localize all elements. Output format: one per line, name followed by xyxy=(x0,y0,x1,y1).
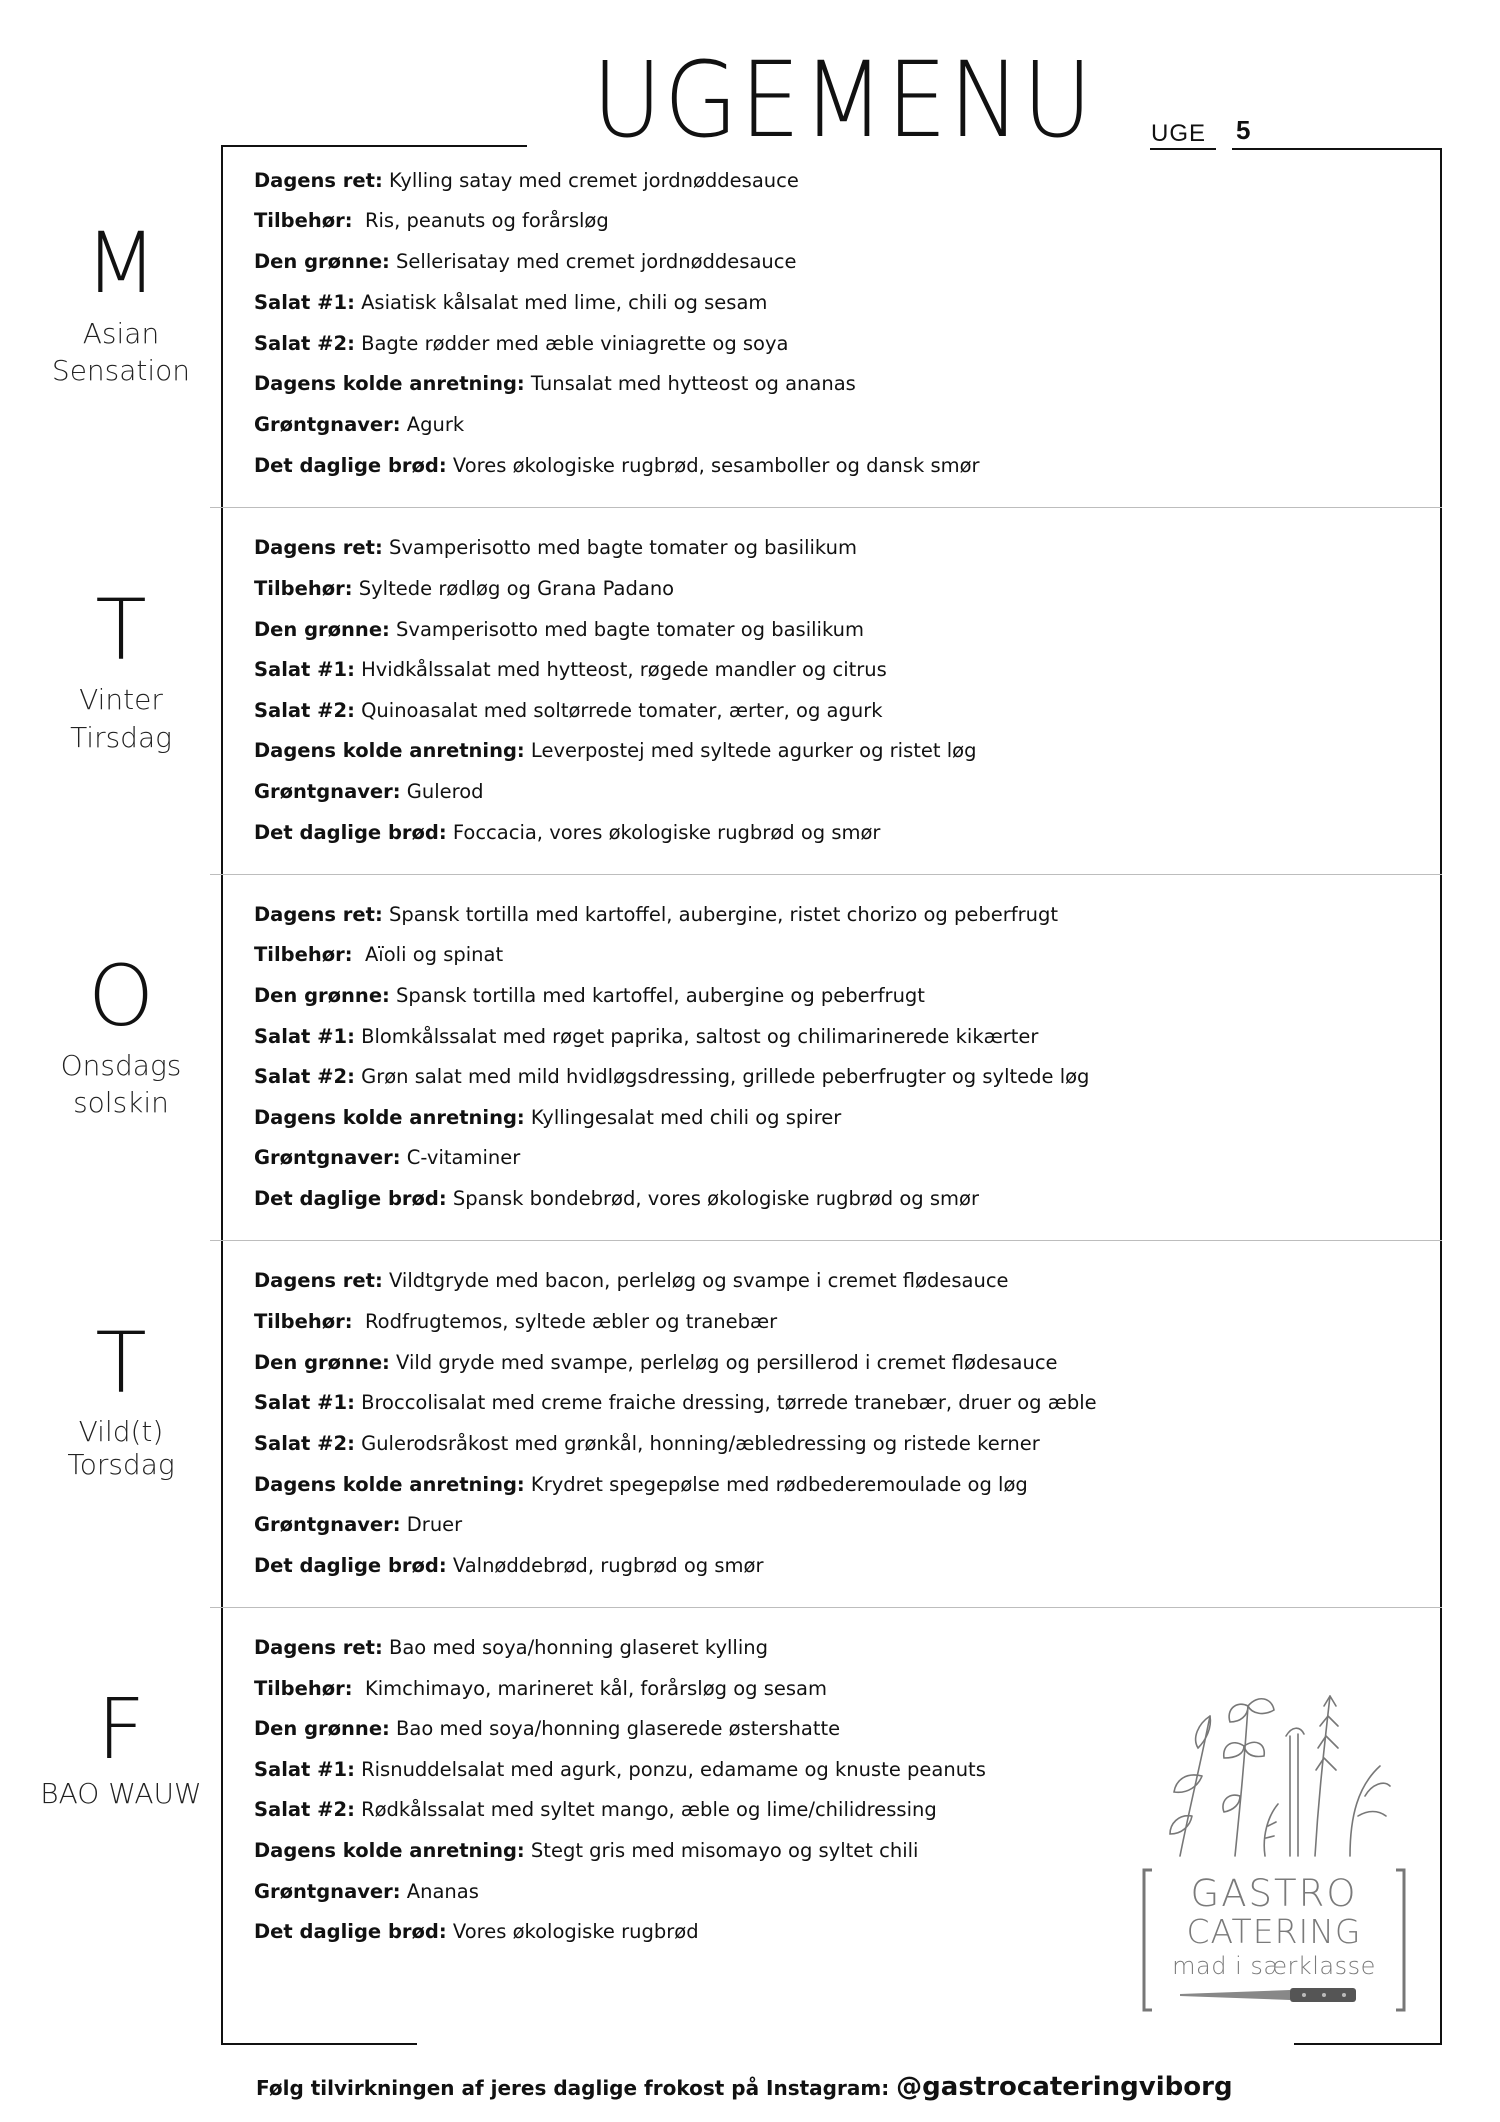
menu-key: Salat #1: xyxy=(254,1025,355,1048)
menu-key: Det daglige brød: xyxy=(254,821,447,844)
menu-line xyxy=(254,330,788,358)
menu-value: Ris, peanuts og forårsløg xyxy=(364,209,609,232)
menu-key: Det daglige brød: xyxy=(254,1920,447,1943)
day-separator xyxy=(210,1240,1442,1241)
menu-value: Hvidkålssalat med hytteost, røgede mandler og citrus xyxy=(361,658,887,681)
menu-key: Den grønne: xyxy=(254,984,390,1007)
footer-text: Følg tilvirkningen af jeres daglige frokost på Instagram: xyxy=(256,2076,890,2100)
menu-value: Sellerisatay med cremet jordnøddesauce xyxy=(396,250,797,273)
menu-key: Den grønne: xyxy=(254,1717,390,1740)
menu-line xyxy=(254,1023,1038,1051)
menu-line xyxy=(254,1144,520,1172)
menu-line xyxy=(254,941,503,969)
menu-value: Vild gryde med svampe, perleløg og persillerod i cremet flødesauce xyxy=(396,1351,1058,1374)
menu-line xyxy=(254,1756,986,1784)
menu-key: Dagens kolde anretning: xyxy=(254,1106,525,1129)
menu-line xyxy=(254,1430,1040,1458)
menu-key: Salat #1: xyxy=(254,658,355,681)
gastro-catering-logo xyxy=(1140,1676,1408,2016)
menu-key: Salat #2: xyxy=(254,699,355,722)
menu-key: Dagens kolde anretning: xyxy=(254,1839,525,1862)
menu-value: Vores økologiske rugbrød, sesamboller og dansk smør xyxy=(452,454,980,477)
menu-line xyxy=(254,1104,841,1132)
menu-line xyxy=(254,697,883,725)
menu-value: Spansk tortilla med kartoffel, aubergine, ristet chorizo og peberfrugt xyxy=(388,903,1058,926)
menu-line xyxy=(254,1878,479,1906)
menu-key: Grøntgnaver: xyxy=(254,1146,401,1169)
menu-value: Syltede rødløg og Grana Padano xyxy=(358,577,675,600)
menu-line xyxy=(254,452,980,480)
frame-left-rule xyxy=(221,145,223,2045)
menu-value: Aïoli og spinat xyxy=(364,943,504,966)
page-title: UGEMENU xyxy=(592,39,1095,161)
menu-line xyxy=(254,370,856,398)
menu-value: Grøn salat med mild hvidløgsdressing, grillede peberfrugter og syltede løg xyxy=(361,1065,1090,1088)
day-subtitle-wednesday-2: solskin xyxy=(73,1086,169,1119)
day-subtitle-monday-2: Sensation xyxy=(51,354,191,387)
menu-value: Blomkålssalat med røget paprika, saltost og chilimarinerede kikærter xyxy=(361,1025,1039,1048)
menu-line xyxy=(254,1511,462,1539)
menu-line xyxy=(254,1918,699,1946)
menu-line xyxy=(254,1837,918,1865)
menu-key: Den grønne: xyxy=(254,1351,390,1374)
menu-key: Salat #2: xyxy=(254,1065,355,1088)
logo-line-catering: CATERING xyxy=(1186,1912,1362,1951)
day-subtitle-wednesday-1: Onsdags xyxy=(60,1049,182,1082)
menu-key: Salat #1: xyxy=(254,1758,355,1781)
menu-key: Salat #1: xyxy=(254,1391,355,1414)
day-subtitle-friday-1: BAO WAUW xyxy=(40,1777,202,1810)
menu-value: Krydret spegepølse med rødbederemoulade og løg xyxy=(530,1473,1028,1496)
day-letter-monday: M xyxy=(84,214,158,312)
menu-key: Den grønne: xyxy=(254,250,390,273)
menu-key: Den grønne: xyxy=(254,618,390,641)
menu-key: Tilbehør: xyxy=(254,1677,353,1700)
day-letter-wednesday: O xyxy=(87,947,155,1045)
frame-bottom-right-rule xyxy=(1294,2043,1442,2045)
menu-key: Det daglige brød: xyxy=(254,454,447,477)
menu-line xyxy=(254,1185,979,1213)
menu-value: Risnuddelsalat med agurk, ponzu, edamame og knuste peanuts xyxy=(361,1758,986,1781)
week-underline xyxy=(1150,148,1216,150)
menu-line xyxy=(254,982,925,1010)
menu-line xyxy=(254,1796,937,1824)
menu-value: Kimchimayo, marineret kål, forårsløg og sesam xyxy=(364,1677,827,1700)
menu-value: Agurk xyxy=(406,413,465,436)
menu-value: Foccacia, vores økologiske rugbrød og smør xyxy=(452,821,881,844)
menu-value: Stegt gris med misomayo og syltet chili xyxy=(530,1839,919,1862)
menu-line xyxy=(254,575,674,603)
menu-key: Tilbehør: xyxy=(254,1310,353,1333)
menu-value: Kylling satay med cremet jordnøddesauce xyxy=(388,169,799,192)
day-subtitle-thursday-1: Vild(t) xyxy=(78,1415,164,1448)
menu-key: Grøntgnaver: xyxy=(254,780,401,803)
menu-line xyxy=(254,1349,1058,1377)
menu-line xyxy=(254,248,796,276)
menu-value: Rodfrugtemos, syltede æbler og tranebær xyxy=(364,1310,778,1333)
menu-line xyxy=(254,778,484,806)
menu-key: Grøntgnaver: xyxy=(254,1880,401,1903)
menu-line xyxy=(254,1552,763,1580)
menu-key: Dagens ret: xyxy=(254,536,383,559)
footer xyxy=(256,2072,1233,2102)
menu-value: Druer xyxy=(406,1513,463,1536)
menu-value: Quinoasalat med soltørrede tomater, ærter, og agurk xyxy=(361,699,883,722)
day-letter-thursday: T xyxy=(95,1314,147,1412)
day-separator xyxy=(210,1607,1442,1608)
menu-line xyxy=(254,167,799,195)
menu-line xyxy=(254,1675,827,1703)
menu-value: Svamperisotto med bagte tomater og basilikum xyxy=(396,618,865,641)
frame-right-rule xyxy=(1440,148,1442,2045)
menu-line xyxy=(254,737,976,765)
frame-bottom-left-rule xyxy=(221,2043,417,2045)
menu-value: Vildtgryde med bacon, perleløg og svampe i cremet flødesauce xyxy=(388,1269,1009,1292)
menu-value: Gulerod xyxy=(406,780,484,803)
menu-key: Tilbehør: xyxy=(254,577,353,600)
menu-line xyxy=(254,1634,768,1662)
menu-line xyxy=(254,656,887,684)
menu-value: Kyllingesalat med chili og spirer xyxy=(530,1106,842,1129)
menu-key: Tilbehør: xyxy=(254,943,353,966)
menu-line xyxy=(254,1308,777,1336)
instagram-handle-link[interactable]: @gastrocateringviborg xyxy=(896,2072,1233,2102)
menu-key: Det daglige brød: xyxy=(254,1554,447,1577)
menu-value: Spansk bondebrød, vores økologiske rugbrød og smør xyxy=(452,1187,979,1210)
menu-line xyxy=(254,1389,1097,1417)
menu-line xyxy=(254,1063,1089,1091)
menu-value: Vores økologiske rugbrød xyxy=(452,1920,699,1943)
menu-value: Ananas xyxy=(406,1880,479,1903)
menu-value: Tunsalat med hytteost og ananas xyxy=(530,372,856,395)
day-letter-tuesday: T xyxy=(95,581,147,679)
menu-value: Rødkålssalat med syltet mango, æble og lime/chilidressing xyxy=(361,1798,937,1821)
frame-top-left-rule xyxy=(221,145,527,147)
menu-key: Dagens kolde anretning: xyxy=(254,1473,525,1496)
menu-value: Valnøddebrød, rugbrød og smør xyxy=(452,1554,764,1577)
frame-top-right-rule xyxy=(1232,148,1442,150)
menu-value: Gulerodsråkost med grønkål, honning/æbledressing og ristede kerner xyxy=(361,1432,1040,1455)
logo-tagline: mad i særklasse xyxy=(1172,1952,1376,1980)
day-separator xyxy=(210,874,1442,875)
menu-value: Svamperisotto med bagte tomater og basilikum xyxy=(388,536,857,559)
menu-key: Salat #1: xyxy=(254,291,355,314)
menu-value: Bao med soya/honning glaseret kylling xyxy=(388,1636,768,1659)
day-subtitle-tuesday-1: Vinter xyxy=(79,683,163,716)
menu-key: Dagens ret: xyxy=(254,1269,383,1292)
logo-line-gastro: GASTRO xyxy=(1190,1872,1358,1915)
menu-value: C-vitaminer xyxy=(406,1146,521,1169)
menu-value: Bagte rødder med æble viniagrette og soya xyxy=(361,332,789,355)
menu-line xyxy=(254,534,857,562)
menu-line xyxy=(254,1715,840,1743)
menu-value: Bao med soya/honning glaserede østershatte xyxy=(396,1717,841,1740)
menu-line xyxy=(254,207,609,235)
day-separator xyxy=(210,507,1442,508)
menu-key: Grøntgnaver: xyxy=(254,1513,401,1536)
menu-value: Spansk tortilla med kartoffel, aubergine og peberfrugt xyxy=(396,984,925,1007)
menu-value: Leverpostej med syltede agurker og ristet løg xyxy=(530,739,977,762)
menu-line xyxy=(254,1267,1009,1295)
menu-line xyxy=(254,1471,1028,1499)
menu-line xyxy=(254,289,767,317)
menu-key: Salat #2: xyxy=(254,332,355,355)
menu-key: Dagens kolde anretning: xyxy=(254,372,525,395)
menu-line xyxy=(254,616,864,644)
day-subtitle-monday-1: Asian xyxy=(82,317,160,350)
menu-value: Broccolisalat med creme fraiche dressing, tørrede tranebær, druer og æble xyxy=(361,1391,1097,1414)
day-subtitle-thursday-2: Torsdag xyxy=(67,1448,175,1481)
day-letter-friday: F xyxy=(96,1680,146,1778)
menu-key: Tilbehør: xyxy=(254,209,353,232)
menu-key: Dagens ret: xyxy=(254,169,383,192)
week-number: 5 xyxy=(1236,115,1251,145)
menu-line xyxy=(254,901,1058,929)
menu-key: Dagens ret: xyxy=(254,903,383,926)
week-label: UGE xyxy=(1151,120,1207,147)
day-subtitle-tuesday-2: Tirsdag xyxy=(70,721,172,754)
menu-key: Salat #2: xyxy=(254,1432,355,1455)
menu-key: Grøntgnaver: xyxy=(254,413,401,436)
menu-value: Asiatisk kålsalat med lime, chili og sesam xyxy=(361,291,768,314)
menu-line xyxy=(254,411,464,439)
menu-key: Dagens kolde anretning: xyxy=(254,739,525,762)
menu-line xyxy=(254,819,880,847)
menu-key: Salat #2: xyxy=(254,1798,355,1821)
menu-key: Dagens ret: xyxy=(254,1636,383,1659)
menu-key: Det daglige brød: xyxy=(254,1187,447,1210)
